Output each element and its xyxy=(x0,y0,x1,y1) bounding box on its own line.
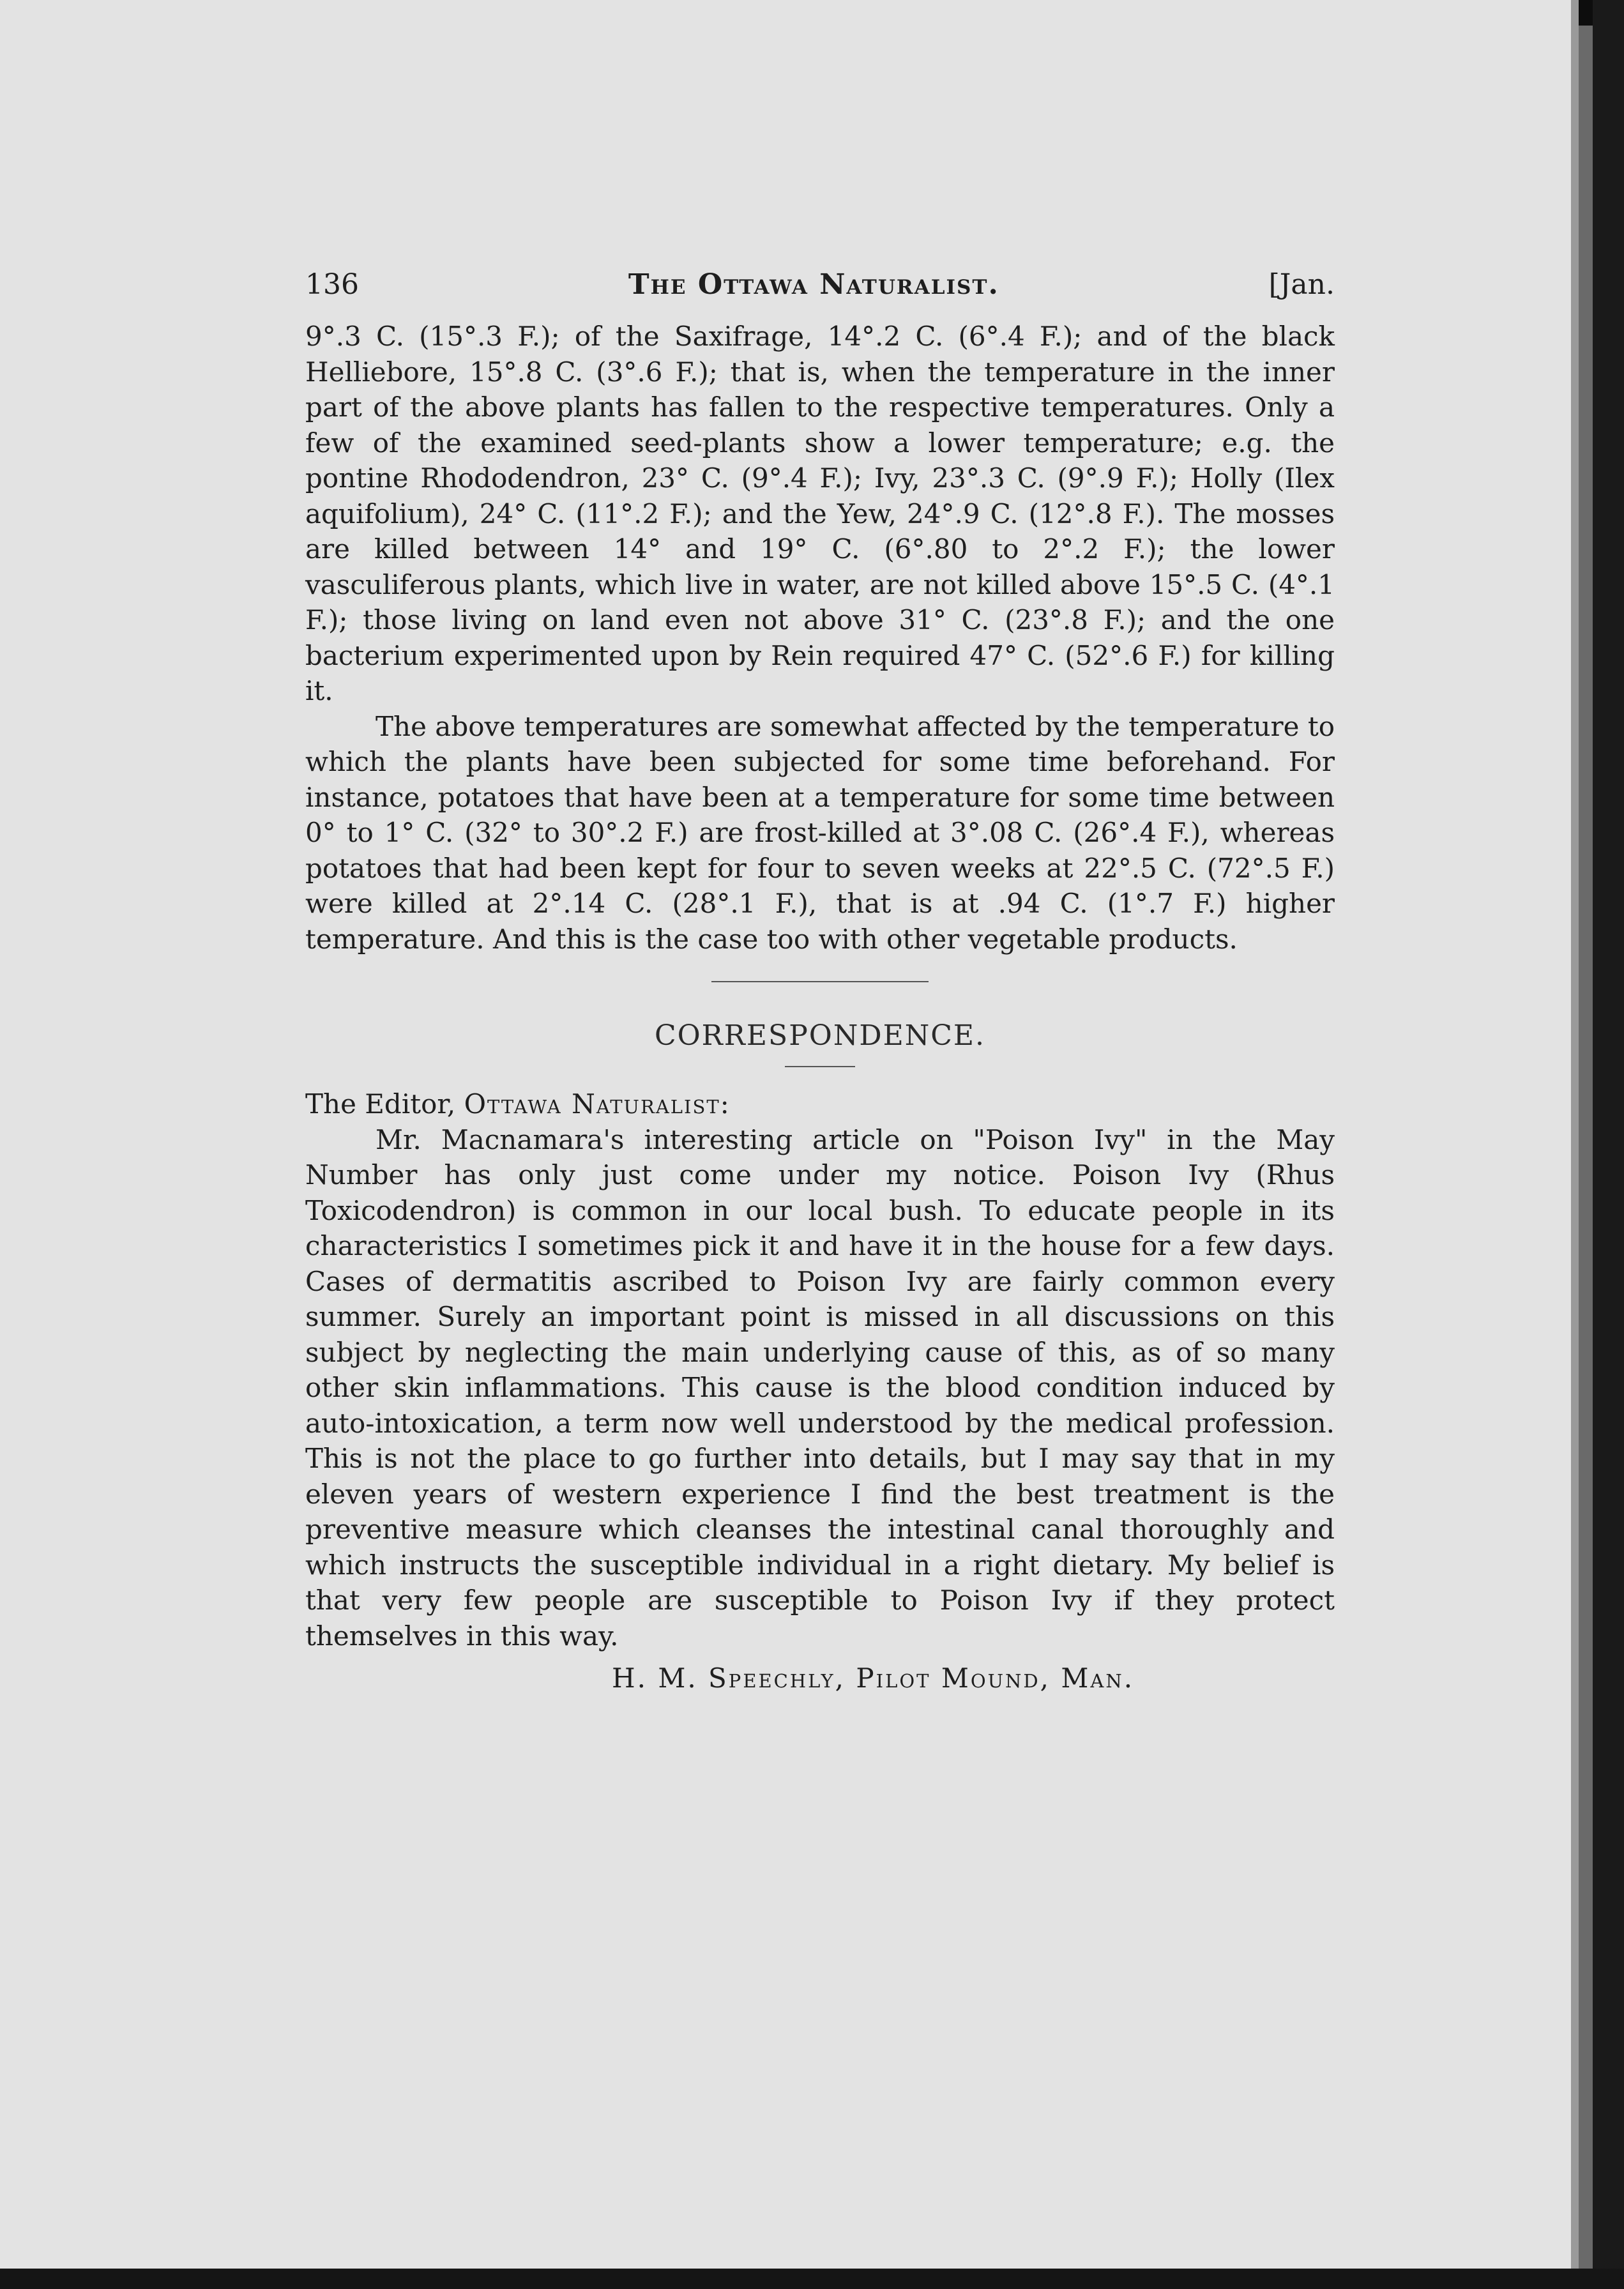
salutation-addressee: Ottawa Naturalist: xyxy=(464,1088,731,1120)
section-heading: CORRESPONDENCE. xyxy=(654,1019,986,1052)
page-edge xyxy=(1579,26,1593,2274)
issue-label: [Jan. xyxy=(1268,268,1335,301)
page-shadow xyxy=(1571,0,1579,2289)
journal-title: The Ottawa Naturalist. xyxy=(628,268,999,301)
heading-underline xyxy=(785,1066,855,1067)
running-head xyxy=(305,268,1335,301)
letter-signature: H. M. Speechly, Pilot Mound, Man. xyxy=(612,1662,1135,1694)
scan-border-bottom xyxy=(0,2269,1624,2289)
page-content xyxy=(305,268,1335,1694)
page-number: 136 xyxy=(305,268,359,301)
body-paragraph-2: The above temperatures are somewhat affected by the temperature to which the plants have been subjected for some time beforehand. For instance, potatoes that have been at a temperature for some time between 0° to 1° C. (32° to 30°.2 F.) are frost-killed at 3°.08 C. (26°.4 F.), whereas potatoes that had been kept for four to seven weeks at 22°.5 C. (72°.5 F.) were killed at 2°.14 C. (28°.1 F.), that is at .94 C. (1°.7 F.) higher temperature. And this is the case too with other vegetable products. xyxy=(305,710,1335,955)
salutation-prefix: The Editor, xyxy=(305,1088,456,1120)
body-paragraph-1: 9°.3 C. (15°.3 F.); of the Saxifrage, 14°.2 C. (6°.4 F.); and of the black Helliebore, 15°.8 C. (3°.6 F.); that is, when the temperature in the inner part of the above plants has fallen to the respective temperatures. Only a few of the examined seed-plants show a lower temperature; e.g. the pontine Rhododendron, 23° C. (9°.4 F.); Ivy, 23°.3 C. (9°.9 F.); Holly (Ilex aquifolium), 24° C. (11°.2 F.); and the Yew, 24°.9 C. (12°.8 F.). The mosses are killed between 14° and 19° C. (6°.80 to 2°.2 F.); the lower vasculiferous plants, which live in water, are not killed above 15°.5 C. (4°.1 F.); those living on land even not above 31° C. (23°.8 F.); and the one bacterium experimented upon by Rein required 47° C. (52°.6 F.) for killing it. xyxy=(305,321,1335,706)
letter-body: Mr. Macnamara's interesting article on "Poison Ivy" in the May Number has only just come under my notice. Poison Ivy (Rhus Toxicodendron) is common in our local bush. To educate people in its characteristics I sometimes pick it and have it in the house for a few days. Cases of dermatitis ascribed to Poison Ivy are fairly common every summer. Surely an important point is missed in all discussions on this subject by neglecting the main underlying cause of this, as of so many other skin inflammations. This cause is the blood condition induced by auto-intoxication, a term now well understood by the medical profession. This is not the place to go further into details, but I may say that in my eleven years of western experience I find the best treatment is the preventive measure which cleanses the intestinal canal thoroughly and which instructs the susceptible individual in a right dietary. My belief is that very few people are susceptible to Poison Ivy if they protect themselves in this way. xyxy=(305,1123,1335,1652)
section-divider xyxy=(711,981,929,982)
letter-salutation xyxy=(305,1086,1335,1122)
scan-border-right xyxy=(1593,0,1624,2289)
